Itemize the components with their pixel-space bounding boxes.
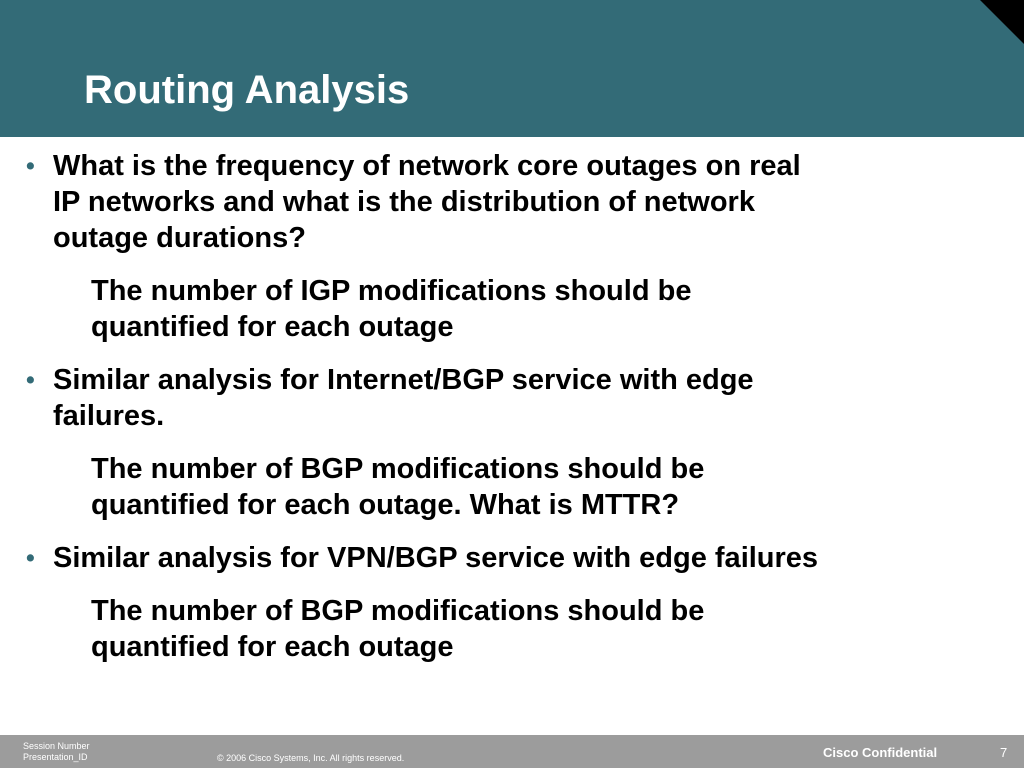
bullet-item-2 <box>0 362 1024 523</box>
session-info: Session Number Presentation_ID <box>23 741 90 762</box>
copyright-notice: © 2006 Cisco Systems, Inc. All rights reserved. <box>217 753 405 763</box>
bullet-item-3 <box>0 540 1024 665</box>
sub-text-2: The number of BGP modifications should be quantified for each outage. What is MTTR? <box>91 453 705 521</box>
bullet-marker: • <box>26 366 35 394</box>
page-number: 7 <box>1000 745 1008 760</box>
bullet-marker: • <box>26 152 35 180</box>
bullet-text-3: Similar analysis for VPN/BGP service with edge failures <box>53 542 819 574</box>
title-bar <box>0 0 1024 137</box>
sub-text-3: The number of BGP modifications should be quantified for each outage <box>91 595 705 663</box>
footer-bar <box>0 735 1024 768</box>
slide-title: Routing Analysis <box>84 68 410 112</box>
slide-body <box>0 148 1024 665</box>
bullet-text-2: Similar analysis for Internet/BGP service with edge failures. <box>53 364 754 432</box>
bullet-marker: • <box>26 544 35 572</box>
sub-text-1: The number of IGP modifications should be quantified for each outage <box>91 275 692 343</box>
bullet-text-1: What is the frequency of network core outages on real IP networks and what is the distribution of network outage durations? <box>53 150 801 254</box>
confidential-label: Cisco Confidential <box>823 745 938 760</box>
bullet-item-1 <box>0 148 1024 345</box>
corner-triangle-decoration <box>980 0 1024 44</box>
